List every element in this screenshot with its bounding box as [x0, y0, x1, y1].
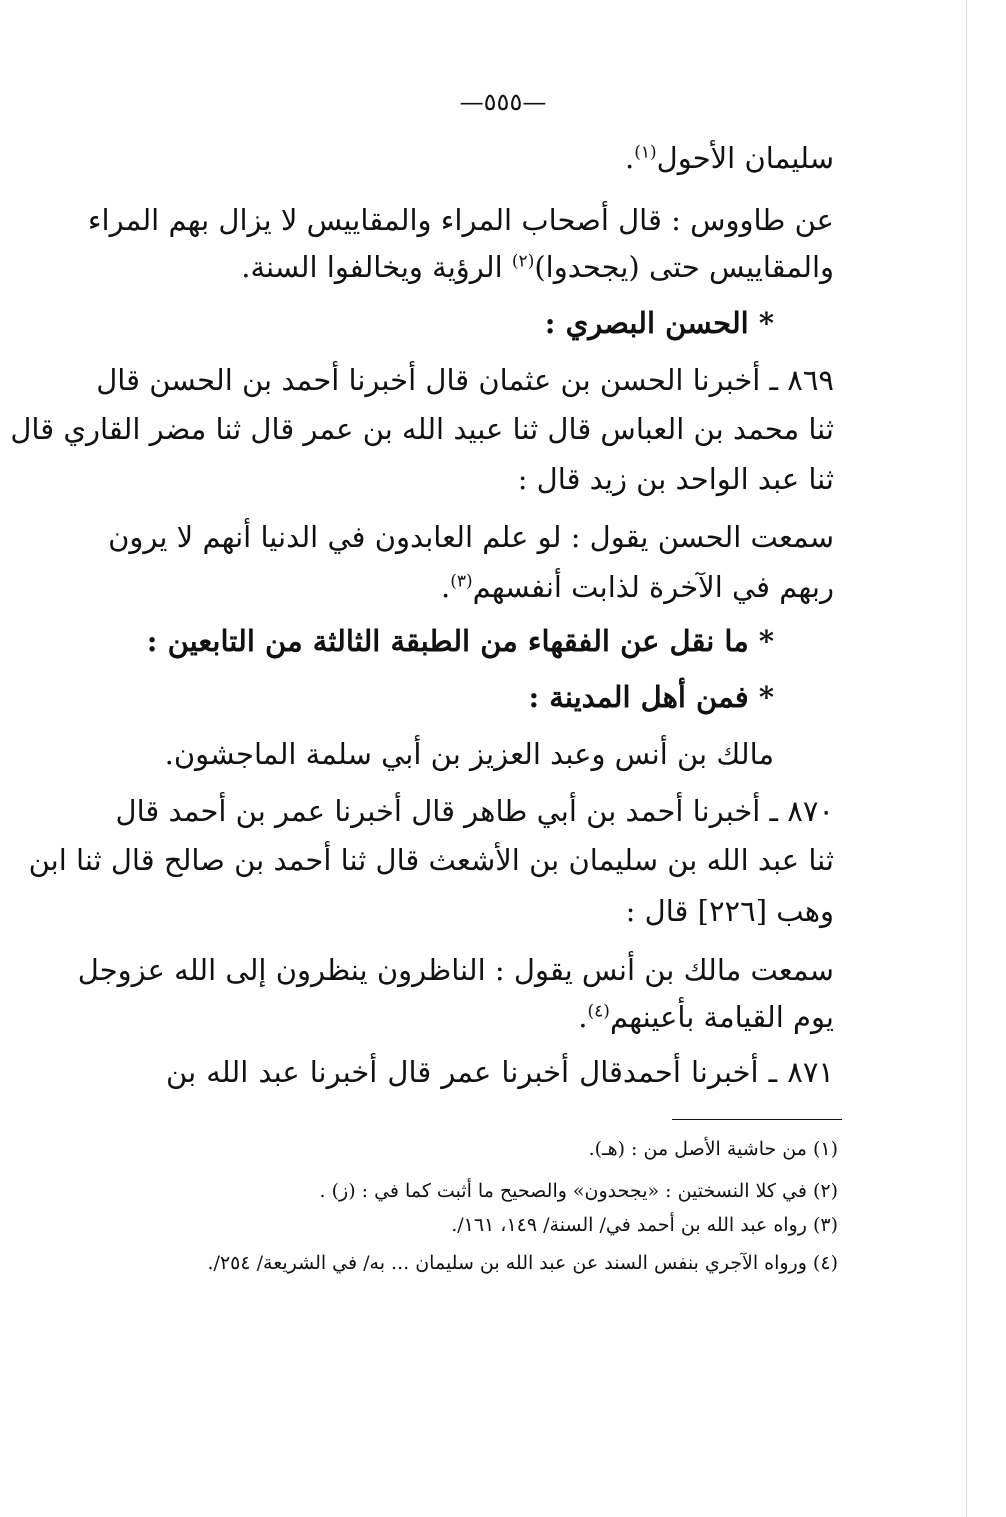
footnote: (٣) رواه عبد الله بن أحمد في/ السنة/ ١٤٩، ١٦١/.: [451, 1214, 838, 1236]
text-line: والمقاييس حتى (يجحدوا)$^{(٢)}$ الرؤية ويخالفوا السنة.: [241, 250, 834, 284]
footnote-ref: (٣): [450, 571, 473, 592]
text-line: ٨٧١ ـ أخبرنا أحمدقال أخبرنا عمر قال أخبرنا عبد الله بن: [166, 1055, 834, 1089]
text-line: ثنا عبد الله بن سليمان بن الأشعث قال ثنا أحمد بن صالح قال ثنا ابن: [28, 843, 834, 877]
text-line: ٨٦٩ ـ أخبرنا الحسن بن عثمان قال أخبرنا أحمد بن الحسن قال: [96, 363, 834, 397]
section-heading: * فمن أهل المدينة :: [528, 680, 774, 714]
text-line: وهب [٢٢٦] قال :: [625, 894, 834, 928]
footnote: (٢) في كلا النسختين : «يجحدون» والصحيح ما أثبت كما في : (ز) .: [319, 1180, 838, 1202]
footnote-ref: (٢): [511, 251, 535, 272]
text-line: سليمان الأحول$^{(١)}$.: [625, 141, 834, 175]
text-line: مالك بن أنس وعبد العزيز بن أبي سلمة الماجشون.: [164, 737, 774, 771]
text-line: ثنا محمد بن العباس قال ثنا عبيد الله بن عمر قال ثنا مضر القاري قال: [10, 412, 834, 446]
footnote-ref: (٤): [587, 1001, 610, 1022]
footnote: (١) من حاشية الأصل من : (هـ).: [588, 1138, 838, 1160]
footnote: (٤) ورواه الآجري بنفس السند عن عبد الله بن سليمان ... به/ في الشريعة/ ٢٥٤/.: [207, 1252, 838, 1274]
text-line: سمعت الحسن يقول : لو علم العابدون في الدنيا أنهم لا يرون: [108, 520, 834, 554]
footnote-separator: [672, 1119, 842, 1120]
text-line: ثنا عبد الواحد بن زيد قال :: [517, 462, 834, 496]
text-line: ٨٧٠ ـ أخبرنا أحمد بن أبي طاهر قال أخبرنا عمر بن أحمد قال: [115, 794, 834, 828]
section-heading: * الحسن البصري :: [544, 306, 774, 340]
text-line: ربهم في الآخرة لذابت أنفسهم$^{(٣)}$.: [440, 570, 834, 604]
text-line: يوم القيامة بأعينهم$^{(٤)}$.: [578, 1000, 834, 1034]
text-line: عن طاووس : قال أصحاب المراء والمقاييس لا يزال بهم المراء: [87, 203, 834, 237]
page-number: —٥٥٥—: [459, 88, 547, 116]
text-line: سمعت مالك بن أنس يقول : الناظرون ينظرون إلى الله عزوجل: [77, 953, 834, 987]
section-heading: * ما نقل عن الفقهاء من الطبقة الثالثة من التابعين :: [146, 624, 774, 658]
footnote-ref: (١): [634, 142, 657, 163]
scan-edge-line: [966, 0, 967, 1517]
